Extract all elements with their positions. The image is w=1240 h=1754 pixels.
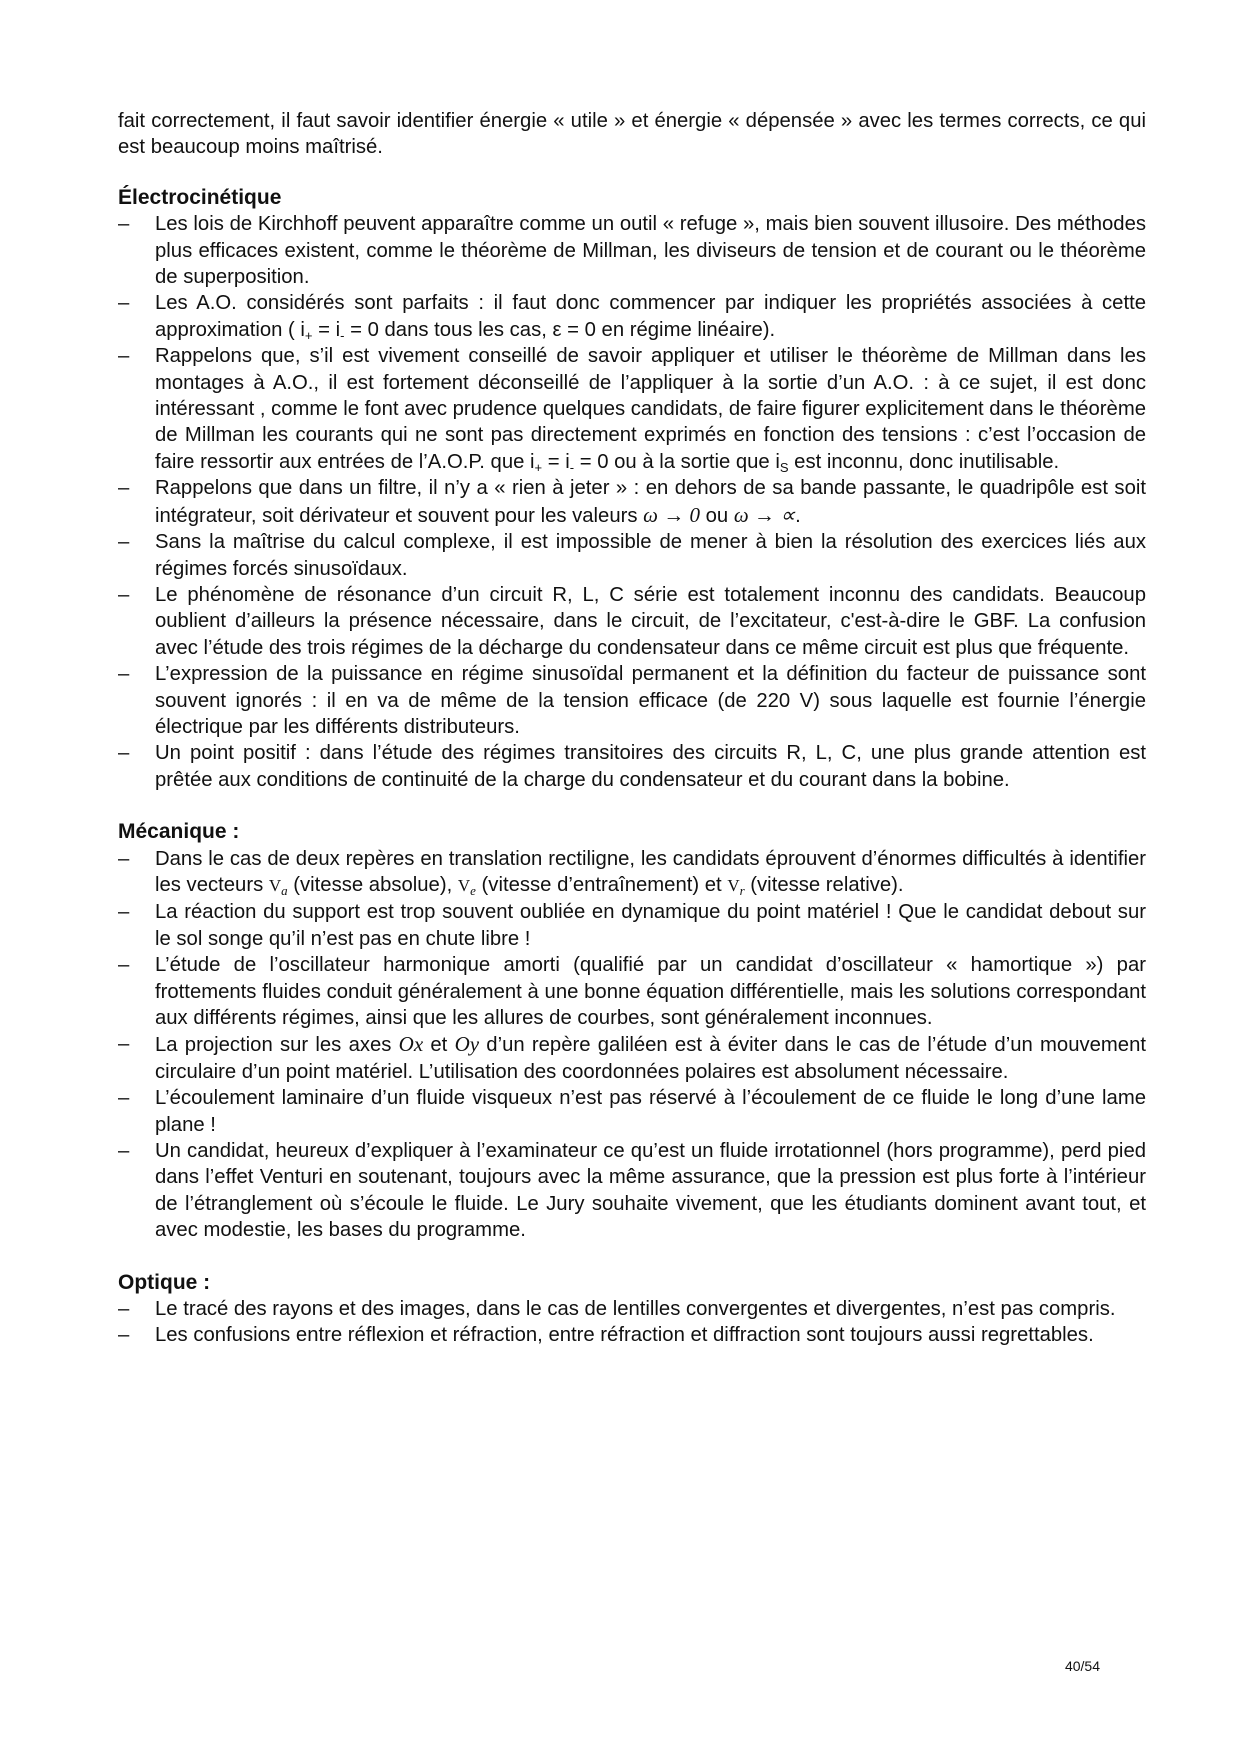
intro-paragraph: fait correctement, il faut savoir identifier énergie « utile » et énergie « dépensée » avec les termes corrects, ce qui est beaucoup moins maîtrisé. [118, 110, 1146, 159]
math-omega-to-zero: ω → 0 [643, 502, 700, 527]
list-item: – Les A.O. considérés sont parfaits : il faut donc commencer par indiquer les propriétés associées à cette approximation ( $i_+ = i_- = 0$ dans tous les cas, ε = 0 en régime linéaire). [118, 290, 1146, 343]
section-heading-mecanique: Mécanique : [118, 820, 240, 844]
optique-list [118, 1296, 1146, 1349]
list-item: – Sans la maîtrise du calcul complexe, il est impossible de mener à bien la résolution des exercices liés aux régimes forcés sinusoïdaux. [118, 529, 1146, 582]
list-item: – Le phénomène de résonance d’un circuit R, L, C série est totalement inconnu des candidats. Beaucoup oublient d’ailleurs la présence nécessaire, dans le circuit, de l’excitateur, c'est-à-dire le GBF. La confusion avec l’étude des trois régimes de la décharge du condensateur dans ce même circuit est plus que fréquente. [118, 582, 1146, 661]
list-item: – La réaction du support est trop souvent oubliée en dynamique du point matériel ! Que le candidat debout sur le sol songe qu’il n’est pas en chute libre ! [118, 899, 1146, 952]
page-number: 40/54 [1064, 1658, 1100, 1674]
list-item: – L’expression de la puissance en régime sinusoïdal permanent et la définition du facteur de puissance sont souvent ignorés : il en va de même de la tension efficace (de 220 V) sous laquelle est fournie l’énergie électrique par les différents distributeurs. [118, 661, 1146, 740]
document-page [118, 108, 1146, 1349]
vector-v-absolute: Va [268, 875, 288, 898]
math-ox: Ox [398, 1032, 424, 1057]
list-item: – Dans le cas de deux repères en translation rectiligne, les candidats éprouvent d’énormes difficultés à identifier les vecteurs Va (vitesse absolue), Ve (vitesse d’entraînement) et Vr (vitesse relative). [118, 846, 1146, 900]
list-item: – Les lois de Kirchhoff peuvent apparaître comme un outil « refuge », mais bien souvent illusoire. Des méthodes plus efficaces existent, comme le théorème de Millman, les diviseurs de tension et de courant ou le théorème de superposition. [118, 211, 1146, 290]
vector-v-relative: Vr [727, 875, 745, 898]
list-item: – L’étude de l’oscillateur harmonique amorti (qualifié par un candidat d’oscillateur « hamortique ») par frottements fluides conduit généralement à une bonne équation différentielle, mais les solutions correspondant aux différents régimes, ainsi que les allures de courbes, sont généralement inconnues. [118, 952, 1146, 1031]
section-heading-optique: Optique : [118, 1270, 211, 1294]
list-item: – La projection sur les axes Ox et Oy d’un repère galiléen est à éviter dans le cas de l’étude d’un mouvement circulaire d’un point matériel. L’utilisation des coordonnées polaires est absolument nécessaire. [118, 1031, 1146, 1085]
list-item: – L’écoulement laminaire d’un fluide visqueux n’est pas réservé à l’écoulement de ce fluide le long d’une lame plane ! [118, 1085, 1146, 1138]
electrocinetique-list [118, 211, 1146, 793]
section-heading-electrocinetique: Électrocinétique [118, 185, 282, 209]
list-item: – Un point positif : dans l’étude des régimes transitoires des circuits R, L, C, une plus grande attention est prêtée aux conditions de continuité de la charge du condensateur et du courant dans la bobine. [118, 740, 1146, 793]
list-item: – Un candidat, heureux d’expliquer à l’examinateur ce qu’est un fluide irrotationnel (hors programme), perd pied dans l’effet Venturi en soutenant, toujours avec la même assurance, que la pression est plus forte à l’intérieur de l’étranglement où s’écoule le fluide. Le Jury souhaite vivement, que les étudiants dominent avant tout, et avec modestie, les bases du programme. [118, 1138, 1146, 1244]
math-oy: Oy [454, 1032, 480, 1057]
list-item: – Les confusions entre réflexion et réfraction, entre réfraction et diffraction sont toujours aussi regrettables. [118, 1322, 1146, 1348]
math-omega-to-infinity: ω → ∝ [733, 502, 796, 527]
mecanique-list [118, 846, 1146, 1244]
list-item: – Rappelons que dans un filtre, il n’y a « rien à jeter » : en dehors de sa bande passante, le quadripôle est soit intégrateur, soit dérivateur et souvent pour les valeurs ω → 0 ou ω → ∝. [118, 475, 1146, 529]
vector-v-entrainement: Ve [457, 875, 476, 898]
list-item: – Le tracé des rayons et des images, dans le cas de lentilles convergentes et divergentes, n’est pas compris. [118, 1296, 1146, 1322]
list-item: – Rappelons que, s’il est vivement conseillé de savoir appliquer et utiliser le théorème de Millman dans les montages à A.O., il est fortement déconseillé de l’appliquer à la sortie d’un A.O. : à ce sujet, il est donc intéressant , comme le font avec prudence quelques candidats, de faire figurer explicitement dans le théorème de Millman les courants qui ne sont pas directement exprimés en fonction des tensions : c’est l’occasion de faire ressortir aux entrées de l’A.O.P. que $i_+ = i_- = 0$ ou à la sortie que $i_S$ est inconnu, donc inutilisable. [118, 343, 1146, 475]
